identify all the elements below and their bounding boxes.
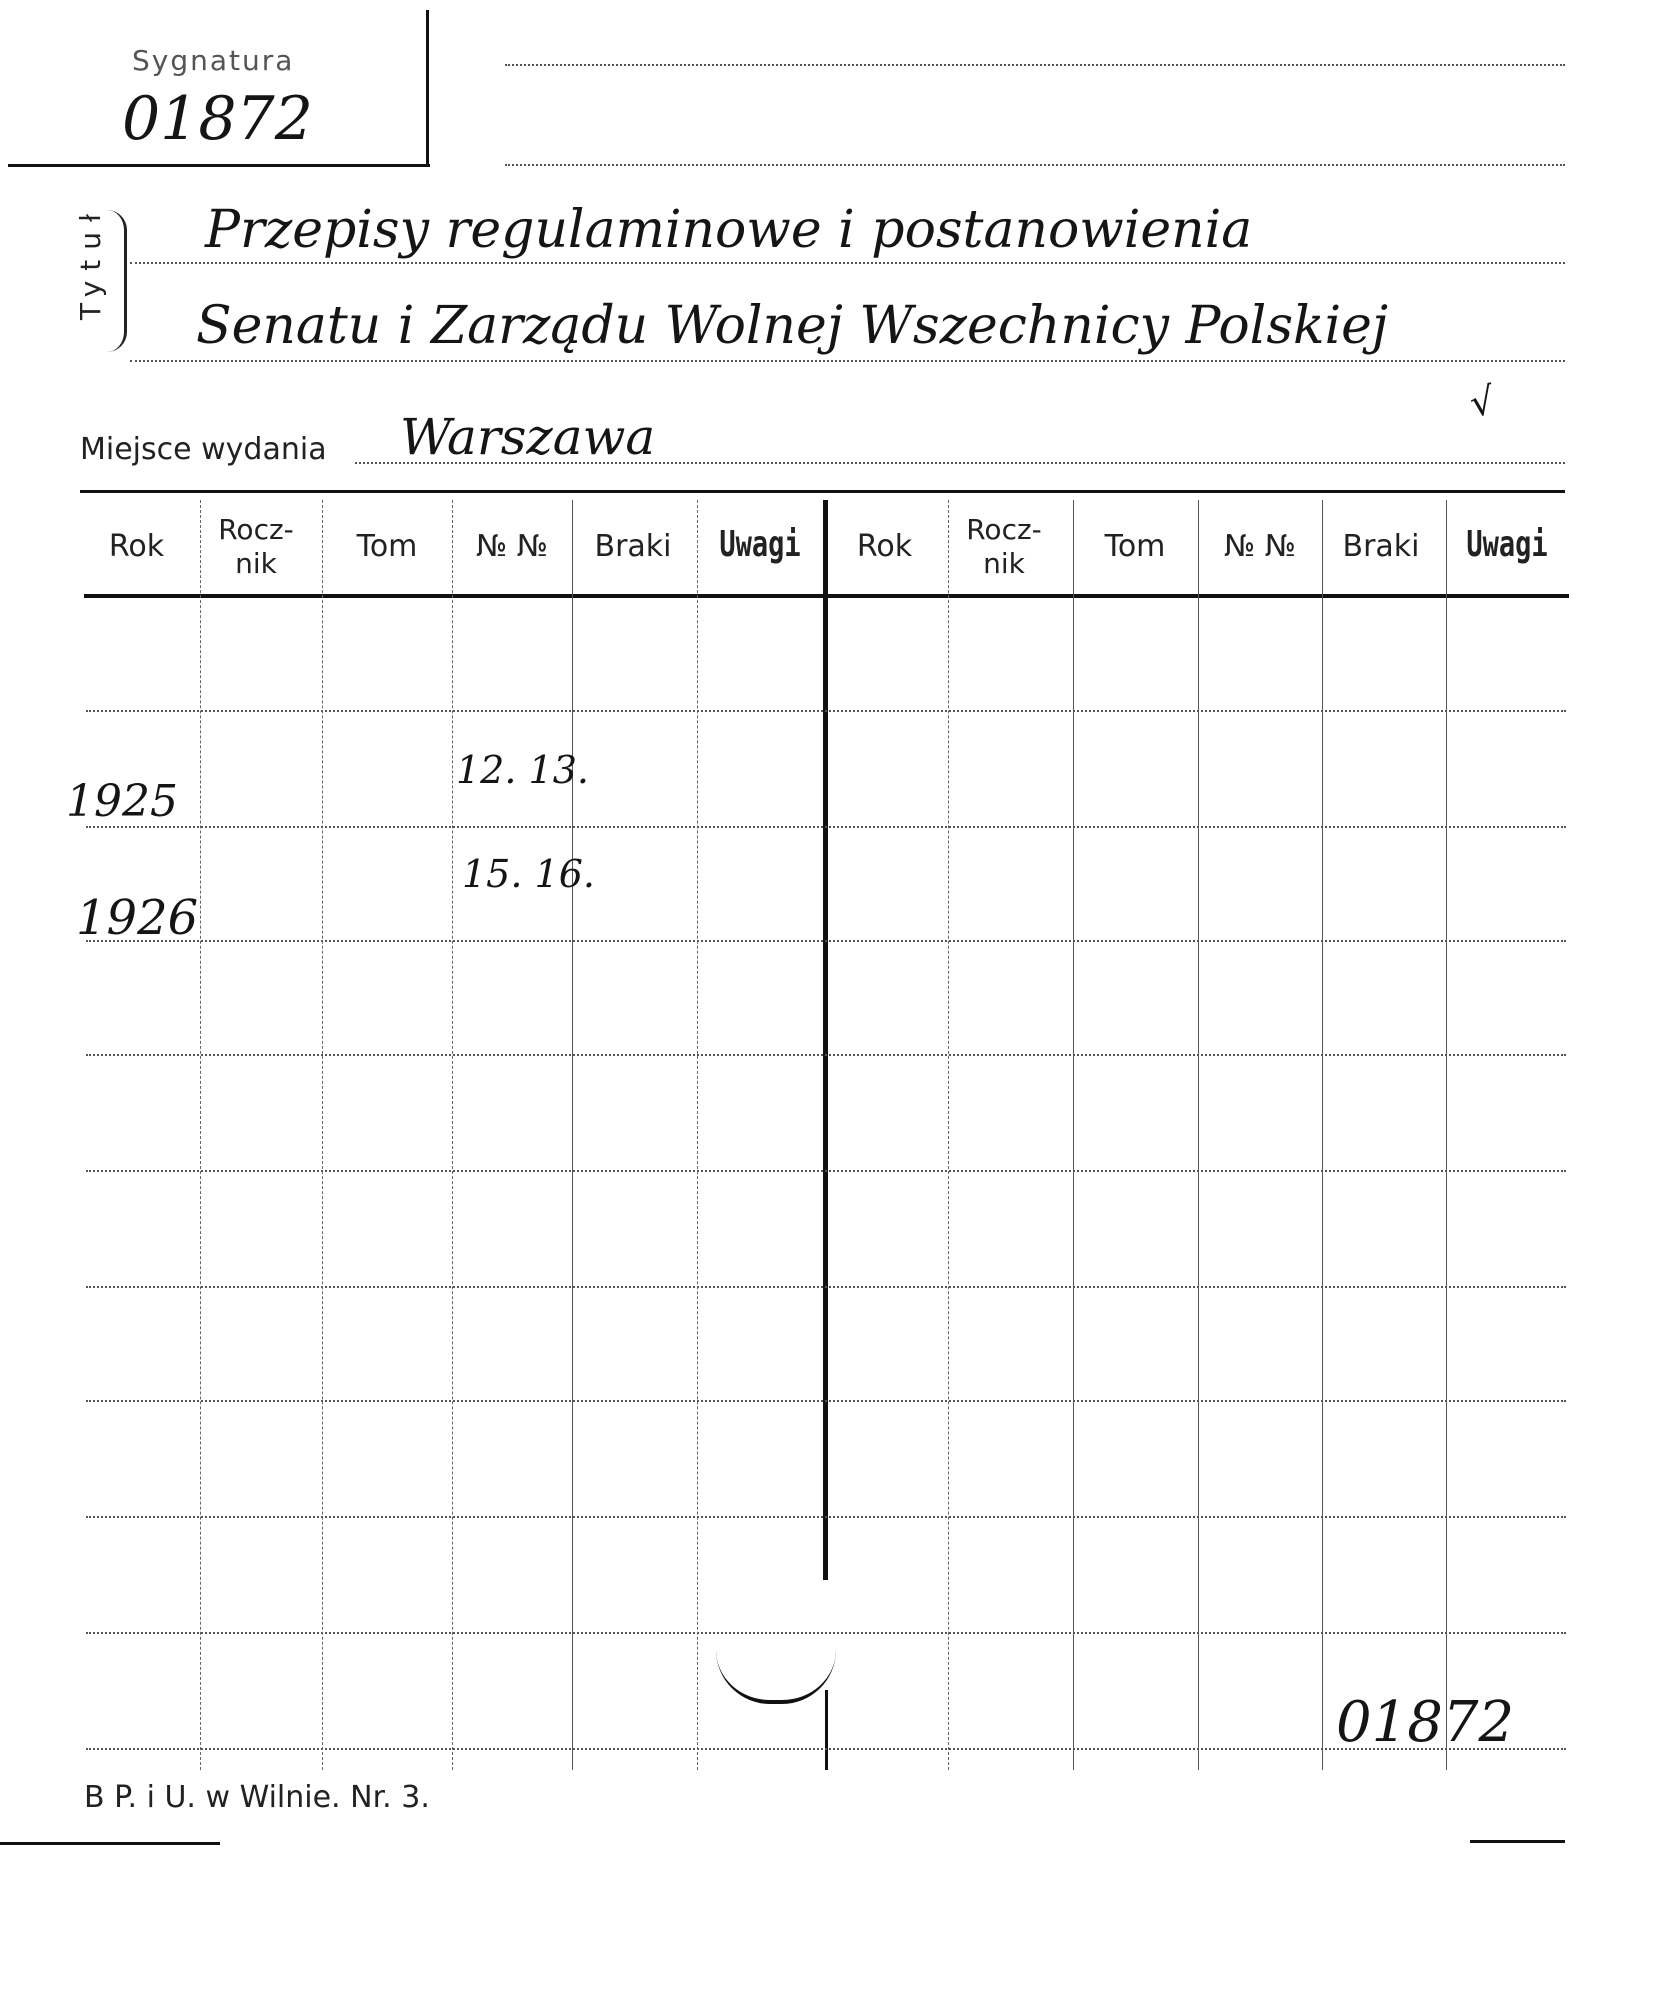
entry-2-rok: 1926 [76, 890, 199, 946]
signature-label: Sygnatura [132, 44, 295, 77]
entry-1-rok: 1925 [66, 776, 178, 827]
left-header-tom: Tom [356, 529, 418, 564]
title-bracket [104, 210, 127, 352]
footer-rule-left [0, 1842, 220, 1845]
top-dotted-line-2 [505, 164, 1565, 166]
left-header-rocznik-1: Rocz- [218, 513, 294, 546]
table-column-rule [1446, 500, 1447, 1770]
table-column-rule [452, 500, 453, 1770]
corner-mark: √ [1466, 378, 1498, 426]
title-line-2: Senatu i Zarządu Wolnej Wszechnicy Polskiej [196, 296, 1389, 356]
signature-box-bottom-line [8, 164, 430, 167]
right-header-rok: Rok [856, 529, 913, 564]
table-column-rule [948, 500, 949, 1770]
right-header-uwagi: Uwagi [1466, 524, 1548, 565]
title-dotted-line-2 [130, 360, 1565, 362]
place-dotted-line [355, 462, 1565, 464]
left-header-braki: Braki [594, 529, 672, 564]
top-dotted-line-1 [505, 64, 1565, 66]
table-top-rule [80, 490, 1565, 493]
table-column-rule [572, 500, 573, 1770]
table-column-rule [322, 500, 323, 1770]
left-header-rocznik-2: nik [235, 547, 277, 580]
title-dotted-line-1 [130, 262, 1565, 264]
table-column-rule [697, 500, 698, 1770]
left-header-numery: № № [476, 529, 548, 564]
table-center-divider-bottom [825, 1690, 828, 1770]
entry-1-numery: 12. 13. [456, 748, 589, 792]
table-column-rule [1198, 500, 1199, 1770]
place-label: Miejsce wydania [80, 432, 327, 467]
place-value: Warszawa [400, 408, 656, 466]
right-header-tom: Tom [1104, 529, 1166, 564]
left-header-rok: Rok [108, 529, 165, 564]
table-column-rule [200, 500, 201, 1770]
right-header-rocznik-1: Rocz- [966, 513, 1042, 546]
entry-2-numery: 15. 16. [462, 852, 595, 896]
table-row-rule [86, 1632, 1566, 1634]
right-header-numery: № № [1224, 529, 1296, 564]
title-line-1: Przepisy regulaminowe i postanowienia [205, 200, 1253, 260]
right-header-rocznik-2: nik [983, 547, 1025, 580]
left-header-uwagi: Uwagi [719, 524, 801, 565]
signature-box-right-line [426, 10, 429, 166]
table-column-rule [1322, 500, 1323, 1770]
footer-rule-right [1470, 1840, 1565, 1843]
footer-imprint: B P. i U. w Wilnie. Nr. 3. [84, 1780, 430, 1815]
table-center-divider [823, 500, 828, 1580]
right-header-braki: Braki [1342, 529, 1420, 564]
table-column-rule [1073, 500, 1074, 1770]
title-label: Tytuł [74, 204, 107, 320]
card-punch-hole [716, 1650, 836, 1704]
bottom-signature: 01872 [1336, 1690, 1515, 1755]
signature-value: 01872 [122, 84, 313, 154]
